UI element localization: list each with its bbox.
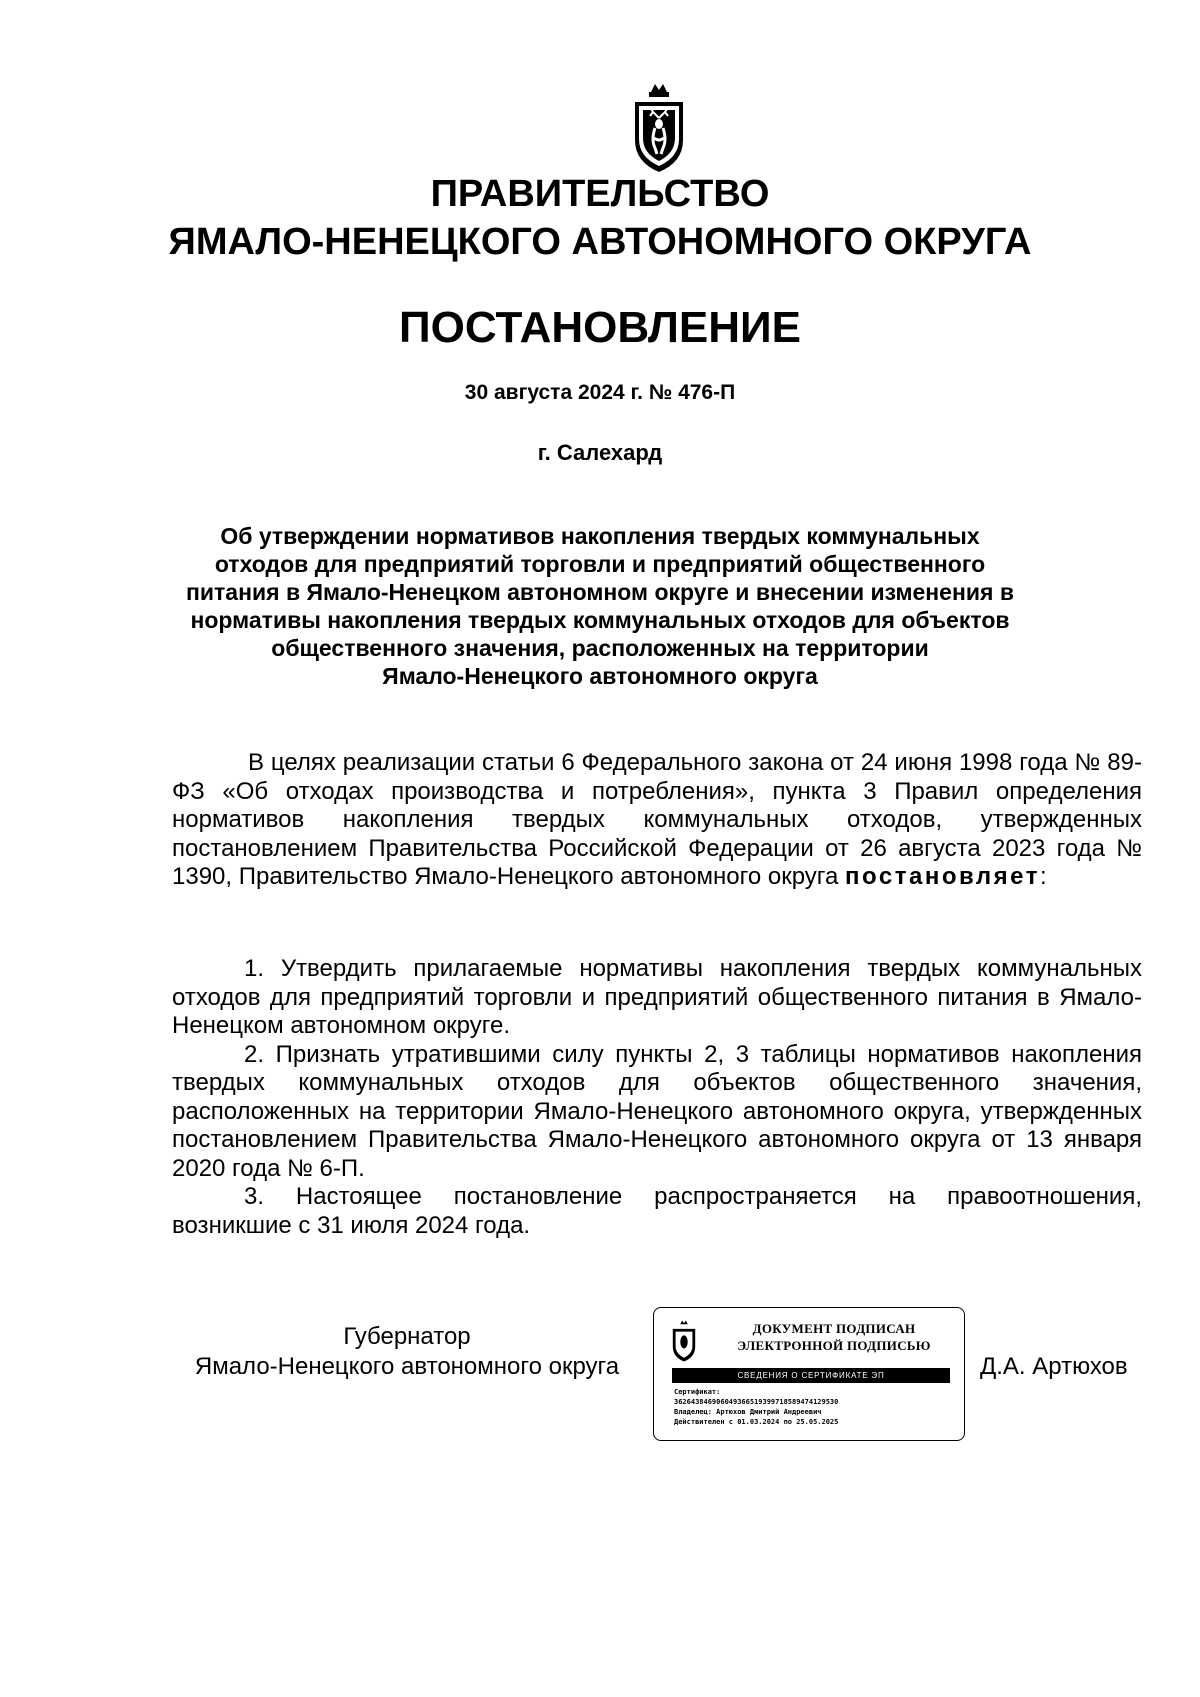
title-line: нормативы накопления твердых коммунальных отходов для объектов <box>190 607 1010 633</box>
signatory-position-line1: Губернатор <box>343 1323 471 1350</box>
document-city: г. Салехард <box>537 440 663 465</box>
title-line: питания в Ямало-Ненецком автономном округе и внесении изменения в <box>186 579 1014 605</box>
title-line: общественного значения, расположенных на территории <box>271 635 929 661</box>
stamp-heading <box>714 1320 954 1354</box>
stamp-validity: Действителен с 01.03.2024 по 25.05.2025 <box>674 1418 839 1426</box>
signatory-position <box>172 1322 642 1382</box>
resolution-item-1: 1. Утвердить прилагаемые нормативы накопления твердых коммунальных отходов для предприятий торговли и предприятий общественного питания в Ямало-Ненецком автономном округе. <box>172 955 1142 1039</box>
resolution-keyword: постановляет <box>845 863 1040 890</box>
stamp-heading-line1: ДОКУМЕНТ ПОДПИСАН <box>752 1321 916 1336</box>
stamp-owner: Владелец: Артюхов Дмитрий Андреевич <box>674 1408 822 1416</box>
stamp-certificate-label: Сертификат: <box>674 1388 721 1396</box>
document-title <box>170 522 1030 690</box>
title-line: Об утверждении нормативов накопления твердых коммунальных <box>220 523 980 549</box>
yamal-coat-of-arms-icon <box>670 1318 698 1364</box>
government-name-line1: ПРАВИТЕЛЬСТВО <box>430 173 770 215</box>
signatory-position-line2: Ямало-Ненецкого автономного округа <box>194 1353 620 1380</box>
document-date-number: 30 августа 2024 г. № 476-П <box>464 381 736 404</box>
resolution-item-2: 2. Признать утратившими силу пункты 2, 3 таблицы нормативов накопления твердых коммунальных отходов для объектов общественного значения, расположенных на территории Ямало-Ненецкого автономного округа, утвержденных постановлением Правительства Ямало-Ненецкого автономного округа от 13 января 2020 года № 6-П. <box>172 1040 1142 1182</box>
preamble-text: В целях реализации статьи 6 Федерального закона от 24 июня 1998 года № 89-ФЗ «Об отходах производства и потребления», пункта 3 Правил определения нормативов накопления твердых коммунальных отходов, утвержденных постановлением Правительства Российской Федерации от 26 августа 2023 года № 1390, Правительство Ямало-Ненецкого автономного округа <box>172 749 1142 890</box>
stamp-heading-line2: ЭЛЕКТРОННОЙ ПОДПИСЬЮ <box>737 1338 931 1353</box>
electronic-signature-stamp <box>653 1307 965 1441</box>
resolution-items <box>172 955 1142 1240</box>
title-line: отходов для предприятий торговли и предприятий общественного <box>214 551 986 577</box>
preamble-paragraph <box>172 749 1142 892</box>
government-name-line2: ЯМАЛО-НЕНЕЦКОГО АВТОНОМНОГО ОКРУГА <box>168 221 1032 263</box>
title-line: Ямало-Ненецкого автономного округа <box>382 663 818 689</box>
preamble-tail: : <box>1039 863 1047 890</box>
stamp-certificate-bar: СВЕДЕНИЯ О СЕРТИФИКАТЕ ЭП <box>672 1368 950 1383</box>
resolution-item-3: 3. Настоящее постановление распространяется на правоотношения, возникшие с 31 июля 2024 года. <box>172 1183 1142 1239</box>
yamal-coat-of-arms-icon <box>629 82 689 174</box>
stamp-certificate-number: 362643846906049366519399718589474129530 <box>674 1398 839 1406</box>
document-type: ПОСТАНОВЛЕНИЕ <box>398 303 802 352</box>
signatory-name: Д.А. Артюхов <box>980 1353 1128 1380</box>
